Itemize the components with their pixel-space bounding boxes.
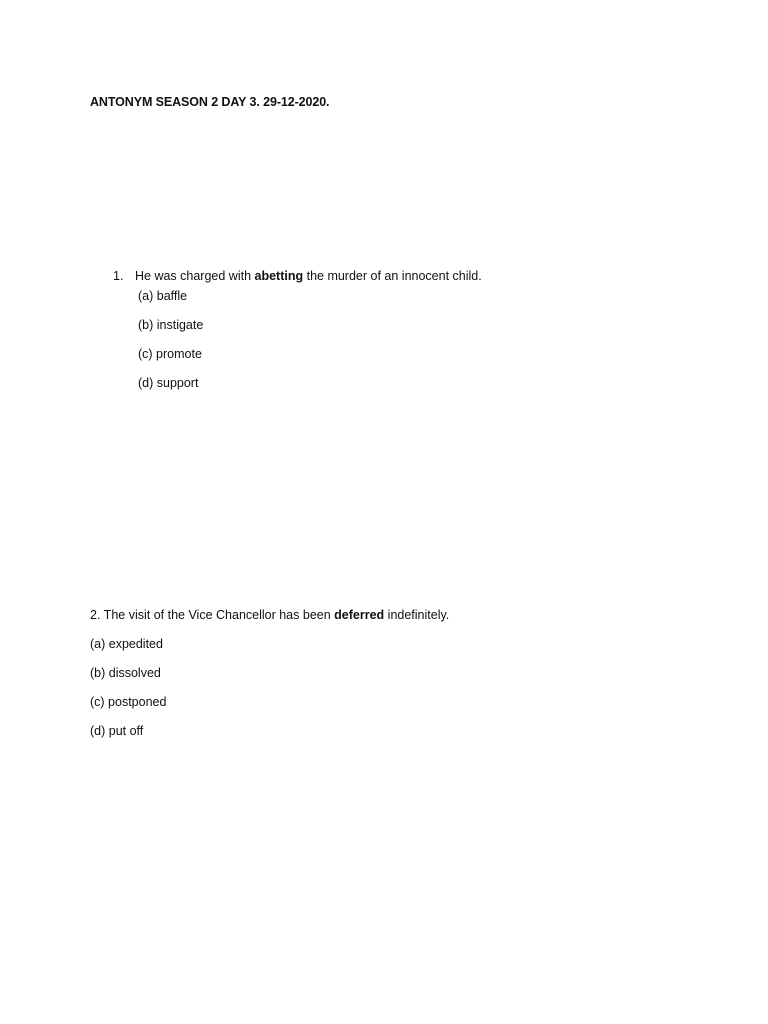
question-2-keyword: deferred: [334, 608, 385, 622]
question-1-option-c: (c) promote: [138, 347, 202, 361]
question-2-text: [90, 607, 449, 623]
question-2-option-c: (c) postponed: [90, 695, 167, 709]
question-1-keyword: abetting: [254, 269, 304, 283]
question-1-option-d: (d) support: [138, 376, 199, 390]
question-1-number: 1.: [113, 269, 124, 283]
question-2-option-d: (d) put off: [90, 724, 144, 738]
question-2-text-after: indefinitely.: [384, 608, 450, 622]
question-2-number: 2.: [90, 608, 101, 622]
question-2-option-a: (a) expedited: [90, 637, 163, 651]
question-1-option-b: (b) instigate: [138, 318, 204, 332]
question-1-text-after: the murder of an innocent child.: [303, 269, 482, 283]
question-2-option-b: (b) dissolved: [90, 666, 161, 680]
question-1-text-before: He was charged with: [135, 269, 255, 283]
page-title: ANTONYM SEASON 2 DAY 3. 29-12-2020.: [90, 95, 330, 109]
question-1-text: [135, 268, 482, 284]
question-2-text-before: The visit of the Vice Chancellor has been: [100, 608, 335, 622]
question-1-option-a: (a) baffle: [138, 289, 188, 303]
